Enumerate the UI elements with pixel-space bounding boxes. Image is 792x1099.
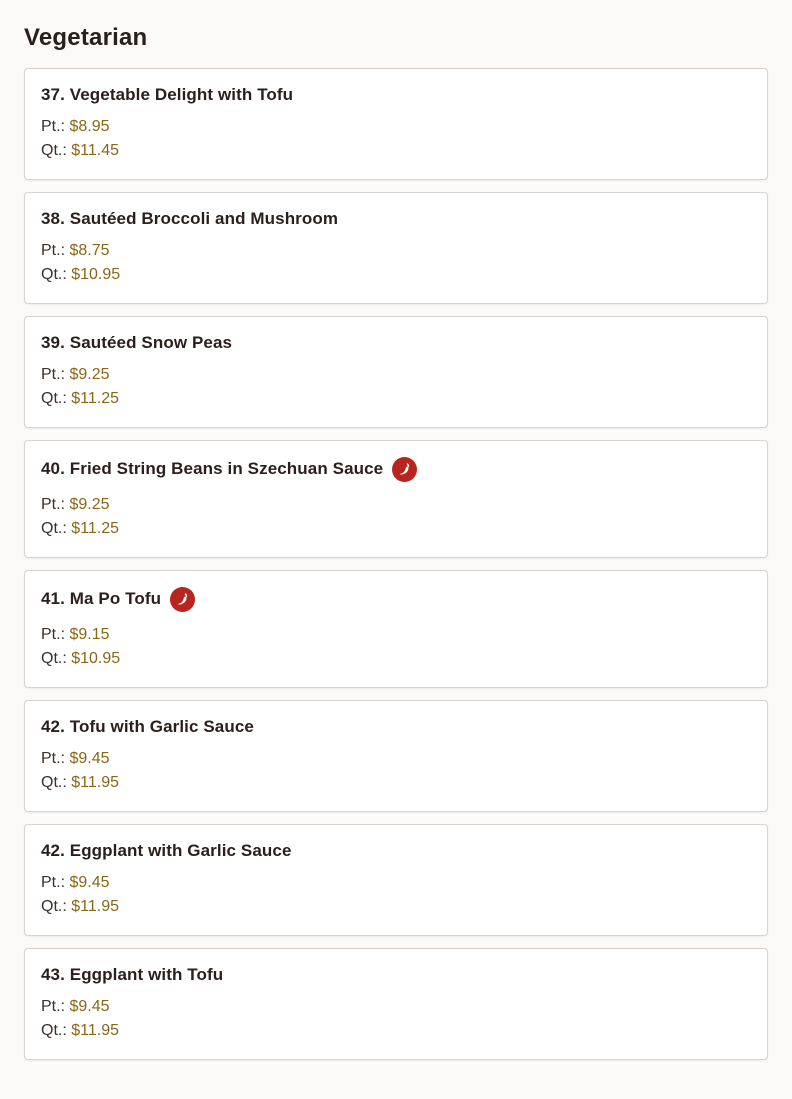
price-row-quart (41, 139, 751, 163)
price-row-pint (41, 747, 751, 771)
price-value: $11.95 (71, 1022, 119, 1039)
menu-item-name: 39. Sautéed Snow Peas (41, 333, 233, 352)
menu-item-card[interactable] (24, 948, 768, 1060)
price-label: Qt.: (41, 390, 67, 407)
price-row-quart (41, 263, 751, 287)
price-label: Pt.: (41, 750, 66, 767)
price-label: Pt.: (41, 366, 66, 383)
price-value: $11.95 (71, 774, 119, 791)
price-value: $10.95 (71, 266, 121, 283)
menu-item-header (41, 963, 751, 987)
price-value: $9.45 (69, 750, 110, 767)
price-row-pint (41, 623, 751, 647)
price-label: Pt.: (41, 874, 66, 891)
price-value: $9.15 (69, 626, 110, 643)
menu-item-header (41, 715, 751, 739)
price-value: $8.95 (69, 118, 110, 135)
price-value: $8.75 (69, 242, 110, 259)
menu-item-header (41, 83, 751, 107)
price-row-quart (41, 895, 751, 919)
menu-item-name: 43. Eggplant with Tofu (41, 965, 224, 984)
menu-item-name: 42. Eggplant with Garlic Sauce (41, 841, 292, 860)
price-label: Pt.: (41, 118, 66, 135)
price-label: Pt.: (41, 626, 66, 643)
price-row-pint (41, 115, 751, 139)
price-label: Pt.: (41, 496, 66, 513)
price-value: $11.25 (71, 390, 119, 407)
price-value: $9.45 (69, 874, 110, 891)
price-row-pint (41, 493, 751, 517)
menu-item-name: 42. Tofu with Garlic Sauce (41, 717, 254, 736)
menu-item-card[interactable] (24, 192, 768, 304)
menu-item-card[interactable] (24, 700, 768, 812)
menu-item-name: 37. Vegetable Delight with Tofu (41, 85, 294, 104)
price-label: Qt.: (41, 650, 67, 667)
chili-pepper-icon (392, 457, 417, 482)
price-row-pint (41, 995, 751, 1019)
menu-item-card[interactable] (24, 824, 768, 936)
price-row-quart (41, 517, 751, 541)
menu-item-header (41, 839, 751, 863)
price-label: Qt.: (41, 266, 67, 283)
price-label: Qt.: (41, 142, 67, 159)
price-value: $11.45 (71, 142, 119, 159)
price-row-quart (41, 387, 751, 411)
price-label: Qt.: (41, 774, 67, 791)
menu-item-header (41, 207, 751, 231)
price-label: Qt.: (41, 1022, 67, 1039)
price-value: $10.95 (71, 650, 121, 667)
price-value: $9.45 (69, 998, 110, 1015)
price-label: Pt.: (41, 242, 66, 259)
menu-item-header (41, 585, 751, 613)
price-row-pint (41, 871, 751, 895)
price-row-quart (41, 647, 751, 671)
menu-item-name: 41. Ma Po Tofu (41, 589, 162, 608)
menu-item-header (41, 331, 751, 355)
section-title: Vegetarian (24, 24, 148, 51)
price-value: $9.25 (69, 366, 110, 383)
menu-item-card[interactable] (24, 570, 768, 688)
menu-item-header (41, 455, 751, 483)
menu-item-name: 38. Sautéed Broccoli and Mushroom (41, 209, 339, 228)
menu-item-list (24, 68, 768, 1060)
price-label: Qt.: (41, 898, 67, 915)
price-value: $9.25 (69, 496, 110, 513)
menu-item-card[interactable] (24, 68, 768, 180)
menu-item-name: 40. Fried String Beans in Szechuan Sauce (41, 459, 384, 478)
price-value: $11.95 (71, 898, 119, 915)
price-value: $11.25 (71, 520, 119, 537)
price-row-quart (41, 1019, 751, 1043)
price-label: Qt.: (41, 520, 67, 537)
menu-item-card[interactable] (24, 440, 768, 558)
price-row-pint (41, 363, 751, 387)
price-row-quart (41, 771, 751, 795)
price-row-pint (41, 239, 751, 263)
chili-pepper-icon (170, 587, 195, 612)
price-label: Pt.: (41, 998, 66, 1015)
menu-item-card[interactable] (24, 316, 768, 428)
